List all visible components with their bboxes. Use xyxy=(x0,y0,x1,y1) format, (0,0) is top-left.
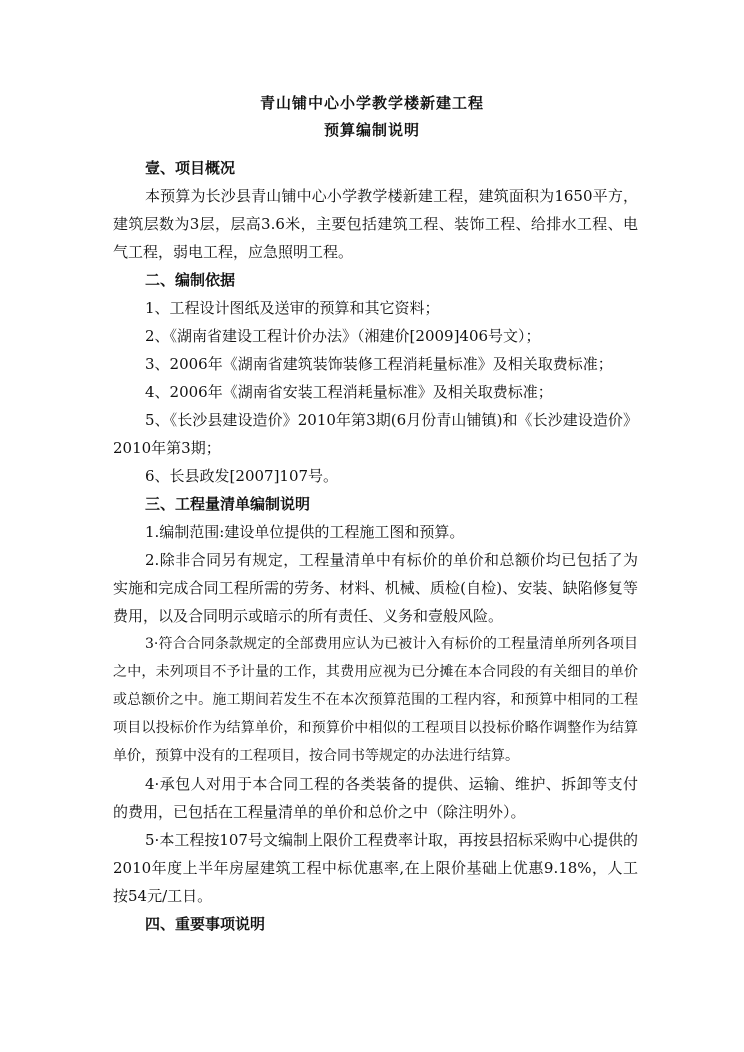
paragraph: 2.除非合同另有规定，工程量清单中有标价的单价和总额价均已包括了为实施和完成合同工程所需的劳务、材料、机械、质检(自检)、安装、缺陷修复等费用，以及合同明示或暗示的所有责任、义务和壹般风险。 xyxy=(113,551,638,625)
paragraph: 4·承包人对用于本合同工程的各类装备的提供、运输、维护、拆卸等支付的费用，已包括在工程量清单的单价和总价之中（除注明外）。 xyxy=(113,775,638,821)
paragraph: 2、《湖南省建设工程计价办法》（湘建价[2009]406号文）； xyxy=(145,327,541,345)
section-heading-overview: 壹、项目概况 xyxy=(145,159,236,177)
paragraph: 5、《长沙县建设造价》2010年第3期(6月份青山铺镇)和《长沙建设造价》2010年第3期； xyxy=(113,411,638,457)
document-body xyxy=(113,154,638,938)
paragraph: 3、2006年《湖南省建筑装饰装修工程消耗量标准》及相关取费标准； xyxy=(145,355,613,373)
paragraph: 1.编制范围:建设单位提供的工程施工图和预算。 xyxy=(145,523,465,541)
paragraph: 1、工程设计图纸及送审的预算和其它资料； xyxy=(145,299,440,317)
paragraph: 本预算为长沙县青山铺中心小学教学楼新建工程，建筑面积为1650平方，建筑层数为3层，层高3.6米，主要包括建筑工程、装饰工程、给排水工程、电气工程，弱电工程，应急照明工程。 xyxy=(113,187,638,261)
section-heading-bill-of-quantities: 三、工程量清单编制说明 xyxy=(145,495,311,513)
section-heading-important-notes: 四、重要事项说明 xyxy=(145,915,266,933)
paragraph: 5·本工程按107号文编制上限价工程费率计取，再按县招标采购中心提供的2010年度上半年房屋建筑工程中标优惠率,在上限价基础上优惠9.18%，人工按54元/工日。 xyxy=(113,831,638,905)
document-title: 青山铺中心小学教学楼新建工程 xyxy=(259,94,484,112)
paragraph: 6、长县政发[2007]107号。 xyxy=(145,467,339,485)
section-heading-basis: 二、编制依据 xyxy=(145,271,236,289)
document-subtitle: 预算编制说明 xyxy=(323,121,420,139)
paragraph: 3·符合合同条款规定的全部费用应认为已被计入有标价的工程量清单所列各项目之中，未列项目不予计量的工作，其费用应视为已分摊在本合同段的有关细目的单价或总额价之中。施工期间若发生不在本次预算范围的工程内容，和预算中相同的工程项目以投标价作为结算单价，和预算价中相似的工程项目以投标价略作调整作为结算单价，预算中没有的工程项目，按合同书等规定的办法进行结算。 xyxy=(113,636,638,764)
paragraph: 4、2006年《湖南省安装工程消耗量标准》及相关取费标准； xyxy=(145,383,553,401)
